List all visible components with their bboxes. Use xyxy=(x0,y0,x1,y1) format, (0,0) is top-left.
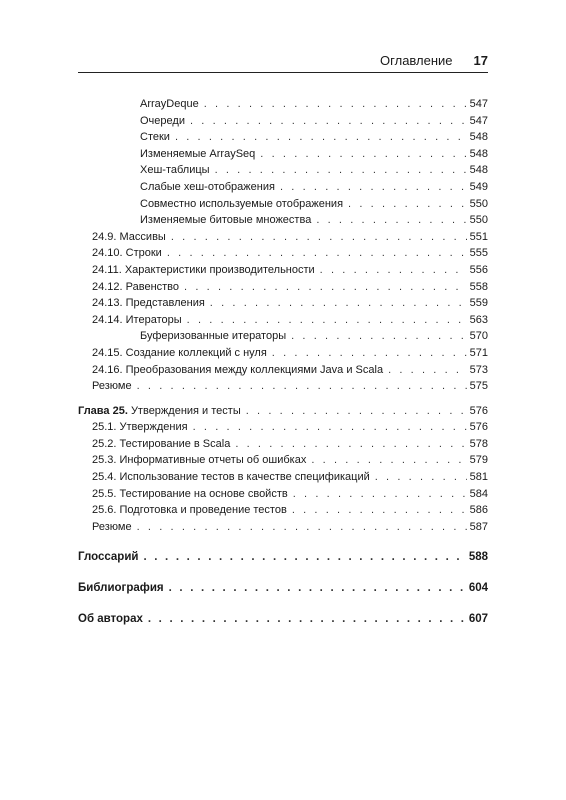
leader-dots xyxy=(193,419,467,436)
toc-entry-page: 556 xyxy=(469,263,488,276)
toc-entry[interactable] xyxy=(78,378,488,395)
toc-entry-page: 607 xyxy=(468,613,488,626)
toc-entry[interactable] xyxy=(78,295,488,312)
header-page-number: 17 xyxy=(473,53,488,68)
toc-entry[interactable] xyxy=(78,579,488,597)
header-rule xyxy=(78,72,488,73)
toc-entry-title: 24.12. Равенство xyxy=(92,280,180,293)
toc-entry-page: 570 xyxy=(469,330,488,343)
toc-entry-page: 587 xyxy=(469,520,488,533)
leader-dots xyxy=(190,113,467,130)
toc-entry-title: ArrayDeque xyxy=(140,98,199,110)
toc-entry-title: Буферизованные итераторы xyxy=(140,330,287,343)
toc-entry[interactable] xyxy=(78,262,488,279)
toc-entry-title: 25.4. Использование тестов в качестве спецификаций xyxy=(92,471,370,484)
toc-entry-title: Очереди xyxy=(140,114,185,127)
toc-entry-page: 548 xyxy=(469,147,488,160)
leader-dots xyxy=(235,436,466,453)
toc-entry-page: 558 xyxy=(469,280,488,293)
toc-entry-title: Совместно используемые отображения xyxy=(140,197,344,210)
toc-entry-page: 578 xyxy=(469,437,488,450)
toc-entry-page: 586 xyxy=(469,504,488,517)
toc-entry-title: Изменяемые битовые множества xyxy=(140,214,312,227)
toc-entry-title: 25.2. Тестирование в Scala xyxy=(92,437,231,450)
chapter-title: Утверждения и тесты xyxy=(127,404,241,417)
toc-entry-page: 581 xyxy=(469,471,488,484)
toc-entry-title: Слабые хеш-отображения xyxy=(140,180,275,193)
toc-entry[interactable] xyxy=(78,519,488,536)
toc-entry[interactable] xyxy=(78,279,488,296)
toc-entry-title: 24.16. Преобразования между коллекциями Java и Scala xyxy=(92,363,384,376)
leader-dots xyxy=(204,96,467,113)
toc-entry-page: 573 xyxy=(469,363,488,376)
leader-dots xyxy=(187,312,467,329)
toc-entry-page: 571 xyxy=(469,346,488,359)
toc-entry-title: 24.15. Создание коллекций с нуля xyxy=(92,346,267,359)
toc-entry-title: Хеш-таблицы xyxy=(140,164,210,177)
leader-dots xyxy=(137,378,467,395)
toc-entry-page: 559 xyxy=(469,297,488,310)
toc-entry[interactable] xyxy=(78,419,488,436)
toc-entry[interactable] xyxy=(78,362,488,379)
toc-entry-page: 579 xyxy=(469,454,488,467)
toc-entry[interactable] xyxy=(78,129,488,146)
leader-dots xyxy=(311,452,466,469)
leader-dots xyxy=(291,328,467,345)
toc-group-chapter-25 xyxy=(78,419,488,535)
leader-dots xyxy=(184,279,467,296)
leader-dots xyxy=(375,469,467,486)
toc-entry[interactable] xyxy=(78,469,488,486)
toc-entry-page: 548 xyxy=(469,131,488,144)
toc-entry-page: 563 xyxy=(469,313,488,326)
toc-entry-page: 555 xyxy=(469,247,488,260)
toc-entry-page: 584 xyxy=(469,487,488,500)
leader-dots xyxy=(215,162,467,179)
toc-back-matter xyxy=(78,548,488,628)
toc-entry[interactable] xyxy=(78,179,488,196)
leader-dots xyxy=(320,262,467,279)
toc-entry-page: 550 xyxy=(469,197,488,210)
toc-entry-page: 576 xyxy=(469,421,488,434)
toc-entry-title: Библиография xyxy=(78,582,164,595)
toc-entry-page: 548 xyxy=(469,164,488,177)
running-header xyxy=(78,53,488,69)
toc-entry-title: 25.3. Информативные отчеты об ошибках xyxy=(92,454,307,467)
leader-dots xyxy=(169,579,466,597)
toc-entry[interactable] xyxy=(78,113,488,130)
leader-dots xyxy=(246,403,467,420)
toc-group-chapter-24 xyxy=(78,96,488,395)
toc-entry-title: Об авторах xyxy=(78,613,143,626)
toc-entry-page: 588 xyxy=(468,551,488,564)
toc-entry-page: 549 xyxy=(469,180,488,193)
leader-dots xyxy=(292,502,467,519)
chapter-prefix: Глава 25. xyxy=(78,404,128,417)
leader-dots xyxy=(148,610,466,628)
toc-entry-title: 24.10. Строки xyxy=(92,247,162,260)
toc-entry[interactable] xyxy=(78,96,488,113)
toc-entry[interactable] xyxy=(78,229,488,246)
toc-entry-title: Стеки xyxy=(140,131,170,144)
toc-entry[interactable] xyxy=(78,328,488,345)
toc-entry[interactable] xyxy=(78,196,488,213)
toc-entry[interactable] xyxy=(78,452,488,469)
toc-entry[interactable] xyxy=(78,146,488,163)
toc-entry-page: 604 xyxy=(468,582,488,595)
leader-dots xyxy=(388,362,467,379)
toc-entry-title: Резюме xyxy=(92,520,132,533)
toc-entry[interactable] xyxy=(78,610,488,628)
toc-entry[interactable] xyxy=(78,486,488,503)
header-section-title: Оглавление xyxy=(380,53,453,68)
toc-entry[interactable] xyxy=(78,162,488,179)
toc-entry-page: 550 xyxy=(469,214,488,227)
leader-dots xyxy=(167,245,467,262)
toc-entry[interactable] xyxy=(78,312,488,329)
toc-entry-title: Глоссарий xyxy=(78,551,139,564)
leader-dots xyxy=(293,486,467,503)
toc-entry-page: 575 xyxy=(469,380,488,393)
toc-entry[interactable] xyxy=(78,502,488,519)
leader-dots xyxy=(260,146,466,163)
leader-dots xyxy=(175,129,467,146)
toc-entry-page: 547 xyxy=(469,98,488,110)
toc-entry-title: 24.13. Представления xyxy=(92,297,205,310)
toc-entry[interactable] xyxy=(78,245,488,262)
toc-entry-title: 24.9. Массивы xyxy=(92,230,166,243)
leader-dots xyxy=(210,295,467,312)
toc-entry-title: 24.11. Характеристики производительности xyxy=(92,263,315,276)
toc-chapter-25[interactable] xyxy=(78,403,488,420)
toc-entry[interactable] xyxy=(78,345,488,362)
leader-dots xyxy=(272,345,467,362)
toc-entry-title: 24.14. Итераторы xyxy=(92,313,182,326)
toc-entry-title: 25.5. Тестирование на основе свойств xyxy=(92,487,288,500)
leader-dots xyxy=(316,212,466,229)
toc-entry[interactable] xyxy=(78,436,488,453)
chapter-page: 576 xyxy=(469,404,488,417)
leader-dots xyxy=(348,196,467,213)
toc-entry-title: 25.6. Подготовка и проведение тестов xyxy=(92,504,287,517)
toc-entry-title: 25.1. Утверждения xyxy=(92,421,188,434)
leader-dots xyxy=(143,548,465,566)
toc-entry[interactable] xyxy=(78,212,488,229)
leader-dots xyxy=(280,179,467,196)
toc-entry-title: Резюме xyxy=(92,380,132,393)
leader-dots xyxy=(171,229,467,246)
toc-entry-page: 551 xyxy=(469,230,488,243)
leader-dots xyxy=(137,519,467,536)
table-of-contents xyxy=(78,96,488,628)
toc-entry-page: 547 xyxy=(469,114,488,127)
toc-entry[interactable] xyxy=(78,548,488,566)
toc-entry-title: Изменяемые ArraySeq xyxy=(140,147,256,160)
